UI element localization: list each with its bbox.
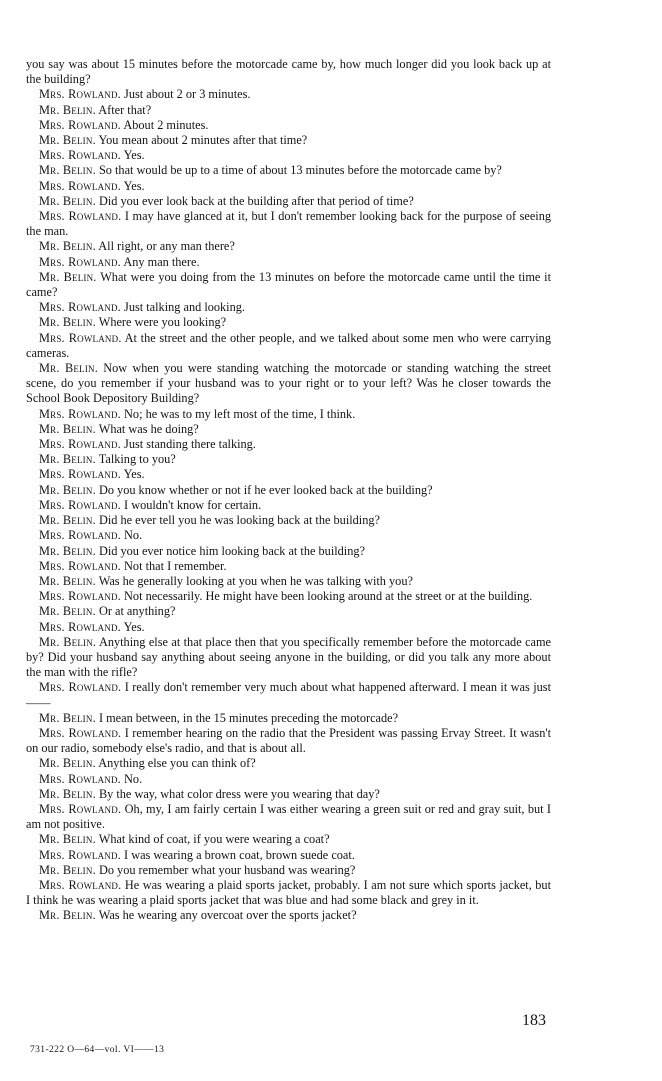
print-footer: 731-222 O—64—vol. VI——13 xyxy=(30,1045,165,1055)
speaker-label: Mr. Belin. xyxy=(39,133,96,148)
speaker-label: Mr. Belin. xyxy=(39,604,96,619)
testimony-paragraph xyxy=(26,209,551,239)
testimony-paragraph xyxy=(26,832,551,847)
testimony-paragraph xyxy=(26,635,551,681)
testimony-text: Anything else at that place then that you specifically remember before the motorcade came by? Did your husband say anything about seeing anyone in the building, or did you talk any more about the man with the rifle? xyxy=(26,634,552,680)
testimony-text: I may have glanced at it, but I don't remember looking back for the purpose of seeing the man. xyxy=(26,209,551,239)
testimony-text: I was wearing a brown coat, brown suede coat. xyxy=(124,847,355,862)
speaker-label: Mrs. Rowland. xyxy=(39,437,121,452)
testimony-text: I really don't remember very much about what happened afterward. I mean it was just—— xyxy=(26,680,551,710)
testimony-text: You mean about 2 minutes after that time? xyxy=(98,133,308,148)
speaker-label: Mrs. Rowland. xyxy=(39,87,121,102)
testimony-text: What were you doing from the 13 minutes on before the motorcade came until the time it came? xyxy=(26,269,552,300)
testimony-paragraph xyxy=(26,544,551,559)
testimony-text: Yes. xyxy=(123,148,145,163)
testimony-text: Just standing there talking. xyxy=(124,437,256,452)
speaker-label: Mrs. Rowland. xyxy=(39,725,122,740)
speaker-label: Mrs. Rowland. xyxy=(39,406,121,421)
testimony-paragraph xyxy=(26,239,551,254)
testimony-text: He was wearing a plaid sports jacket, probably. I am not sure which sports jacket, but I think he was wearing a plaid sports jacket that was blue and had some black and grey in it. xyxy=(26,877,551,908)
speaker-label: Mrs. Rowland. xyxy=(39,801,122,816)
speaker-label: Mrs. Rowland. xyxy=(39,877,122,892)
testimony-text: After that? xyxy=(98,102,152,117)
testimony-paragraph xyxy=(26,361,551,407)
speaker-label: Mrs. Rowland. xyxy=(39,497,121,512)
speaker-label: Mrs. Rowland. xyxy=(39,528,121,543)
testimony-text: Do you remember what your husband was wearing? xyxy=(98,862,356,877)
speaker-label: Mr. Belin. xyxy=(39,513,96,528)
speaker-label: Mr. Belin. xyxy=(39,710,96,725)
speaker-label: Mrs. Rowland. xyxy=(39,847,121,862)
testimony-paragraph xyxy=(26,103,551,118)
testimony-text: I remember hearing on the radio that the President was passing Ervay Street. It wasn't on our radio, somebody else's radio, and that is about all. xyxy=(26,725,551,756)
opening-paragraph: you say was about 15 minutes before the motorcade came by, how much longer did you look back up at the building? xyxy=(26,57,551,87)
speaker-label: Mr. Belin. xyxy=(39,573,96,588)
speaker-label: Mrs. Rowland. xyxy=(39,558,121,573)
testimony-text: What was he doing? xyxy=(98,421,199,436)
speaker-label: Mrs. Rowland. xyxy=(39,680,122,695)
speaker-label: Mrs. Rowland. xyxy=(39,330,122,345)
testimony-paragraph xyxy=(26,574,551,589)
speaker-label: Mrs. Rowland. xyxy=(39,467,121,482)
testimony-paragraph xyxy=(26,163,551,178)
page-number: 183 xyxy=(522,1012,546,1029)
testimony-entries xyxy=(26,87,551,923)
testimony-paragraph xyxy=(26,848,551,863)
testimony-paragraph xyxy=(26,300,551,315)
testimony-paragraph xyxy=(26,452,551,467)
testimony-text: Yes. xyxy=(123,178,145,193)
testimony-paragraph xyxy=(26,787,551,802)
speaker-label: Mr. Belin. xyxy=(39,193,96,208)
testimony-paragraph xyxy=(26,467,551,482)
testimony-page xyxy=(26,57,551,924)
speaker-label: Mr. Belin. xyxy=(39,862,96,877)
testimony-text: Or at anything? xyxy=(98,604,176,619)
testimony-text: Did you ever notice him looking back at the building? xyxy=(98,543,365,558)
speaker-label: Mr. Belin. xyxy=(39,361,98,376)
testimony-paragraph xyxy=(26,483,551,498)
testimony-text: At the street and the other people, and we talked about some men who were carrying cameras. xyxy=(26,330,551,360)
speaker-label: Mrs. Rowland. xyxy=(39,254,121,269)
testimony-text: No. xyxy=(124,528,143,543)
testimony-text: Not necessarily. He might have been looking around at the street or at the building. xyxy=(124,589,533,604)
testimony-paragraph xyxy=(26,680,551,710)
testimony-paragraph xyxy=(26,148,551,163)
speaker-label: Mrs. Rowland. xyxy=(39,148,121,163)
testimony-paragraph xyxy=(26,255,551,270)
speaker-label: Mr. Belin. xyxy=(39,543,96,558)
speaker-label: Mr. Belin. xyxy=(39,482,96,497)
speaker-label: Mr. Belin. xyxy=(39,102,96,117)
testimony-paragraph xyxy=(26,315,551,330)
speaker-label: Mr. Belin. xyxy=(39,634,97,649)
testimony-text: Was he wearing any overcoat over the sports jacket? xyxy=(98,908,357,923)
testimony-text: Now when you were standing watching the motorcade or standing watching the street scene, do you remember if your husband was to your right or to your left? Was he closer towards the School Book Depository Building? xyxy=(26,361,551,406)
testimony-text: Yes. xyxy=(123,619,145,634)
speaker-label: Mr. Belin. xyxy=(39,269,97,284)
testimony-text: Where were you looking? xyxy=(98,315,227,330)
testimony-text: Yes. xyxy=(123,467,145,482)
testimony-paragraph xyxy=(26,559,551,574)
testimony-paragraph xyxy=(26,437,551,452)
testimony-text: Just talking and looking. xyxy=(124,300,245,315)
testimony-text: Was he generally looking at you when he was talking with you? xyxy=(98,573,413,588)
testimony-paragraph xyxy=(26,194,551,209)
speaker-label: Mrs. Rowland. xyxy=(39,589,121,604)
testimony-text: Oh, my, I am fairly certain I was either wearing a green suit or red and gray suit, but I am not positive. xyxy=(26,801,551,832)
speaker-label: Mrs. Rowland. xyxy=(39,209,122,224)
speaker-label: Mr. Belin. xyxy=(39,452,96,467)
testimony-paragraph xyxy=(26,407,551,422)
testimony-paragraph xyxy=(26,802,551,832)
testimony-paragraph xyxy=(26,513,551,528)
testimony-paragraph xyxy=(26,118,551,133)
testimony-text: By the way, what color dress were you wearing that day? xyxy=(98,786,380,801)
testimony-paragraph xyxy=(26,528,551,543)
testimony-text: So that would be up to a time of about 13 minutes before the motorcade came by? xyxy=(98,163,502,178)
testimony-paragraph xyxy=(26,863,551,878)
speaker-label: Mr. Belin. xyxy=(39,315,96,330)
testimony-paragraph xyxy=(26,270,551,300)
testimony-paragraph xyxy=(26,878,551,908)
testimony-paragraph xyxy=(26,498,551,513)
testimony-paragraph xyxy=(26,179,551,194)
testimony-paragraph xyxy=(26,133,551,148)
testimony-paragraph xyxy=(26,331,551,361)
testimony-text: No. xyxy=(124,771,143,786)
testimony-text: Did he ever tell you he was looking back at the building? xyxy=(98,513,380,528)
testimony-text: Not that I remember. xyxy=(124,558,227,573)
testimony-text: I wouldn't know for certain. xyxy=(124,497,262,512)
testimony-paragraph xyxy=(26,772,551,787)
testimony-paragraph xyxy=(26,604,551,619)
testimony-paragraph xyxy=(26,589,551,604)
speaker-label: Mrs. Rowland. xyxy=(39,771,121,786)
testimony-paragraph xyxy=(26,726,551,756)
speaker-label: Mr. Belin. xyxy=(39,163,96,178)
speaker-label: Mrs. Rowland. xyxy=(39,117,121,132)
testimony-paragraph xyxy=(26,620,551,635)
speaker-label: Mr. Belin. xyxy=(39,756,96,771)
testimony-paragraph xyxy=(26,87,551,102)
speaker-label: Mrs. Rowland. xyxy=(39,178,121,193)
testimony-paragraph xyxy=(26,908,551,923)
speaker-label: Mr. Belin. xyxy=(39,832,96,847)
speaker-label: Mrs. Rowland. xyxy=(39,300,121,315)
testimony-text: All right, or any man there? xyxy=(98,239,235,254)
testimony-text: I mean between, in the 15 minutes preceding the motorcade? xyxy=(98,710,399,725)
testimony-text: Do you know whether or not if he ever looked back at the building? xyxy=(98,482,433,497)
testimony-paragraph xyxy=(26,756,551,771)
speaker-label: Mr. Belin. xyxy=(39,421,96,436)
testimony-text: About 2 minutes. xyxy=(123,117,209,132)
testimony-text: No; he was to my left most of the time, I think. xyxy=(124,406,356,421)
testimony-text: Did you ever look back at the building after that period of time? xyxy=(98,193,414,208)
testimony-paragraph xyxy=(26,711,551,726)
testimony-text: What kind of coat, if you were wearing a coat? xyxy=(98,832,330,847)
speaker-label: Mrs. Rowland. xyxy=(39,619,121,634)
speaker-label: Mr. Belin. xyxy=(39,786,96,801)
testimony-paragraph xyxy=(26,422,551,437)
testimony-text: Just about 2 or 3 minutes. xyxy=(124,87,251,102)
testimony-text: Talking to you? xyxy=(98,452,176,467)
testimony-text: Any man there. xyxy=(123,254,200,269)
speaker-label: Mr. Belin. xyxy=(39,239,96,254)
speaker-label: Mr. Belin. xyxy=(39,908,96,923)
testimony-text: Anything else you can think of? xyxy=(98,756,256,771)
